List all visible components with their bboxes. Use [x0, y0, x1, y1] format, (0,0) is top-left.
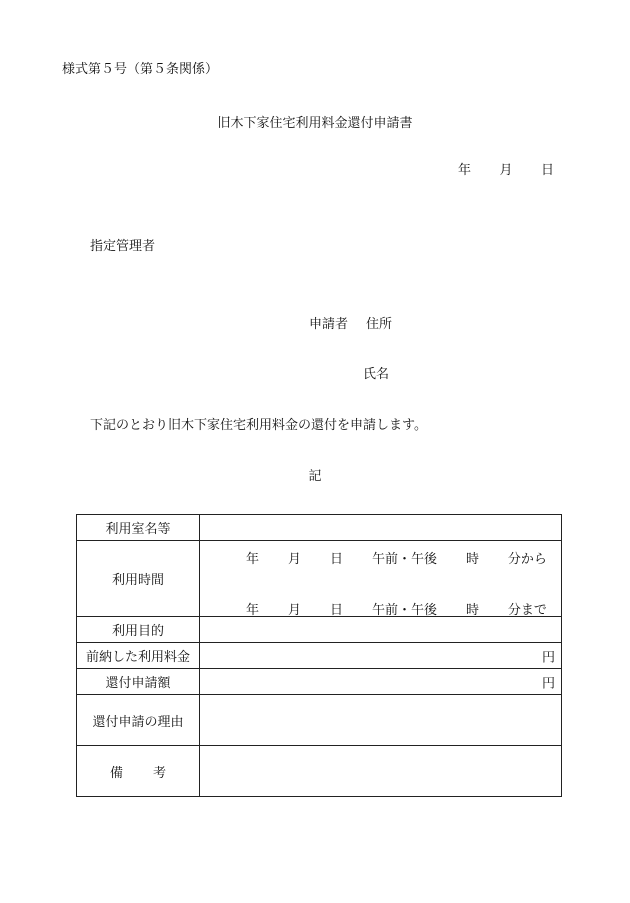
prepaid-label: 前納した利用料金 [77, 643, 200, 669]
refund-label: 還付申請額 [77, 669, 200, 695]
purpose-field[interactable] [200, 617, 562, 643]
remarks-field[interactable] [200, 746, 562, 797]
request-statement: 下記のとおり旧木下家住宅利用料金の還付を申請します。 [90, 418, 427, 433]
remarks-label [77, 746, 200, 797]
room-row [77, 515, 562, 541]
from-day: 日 [329, 552, 343, 567]
from-hour: 時 [465, 552, 479, 567]
remarks-label-part2: 考 [153, 765, 167, 781]
application-table [76, 514, 562, 797]
from-suffix: 分から [507, 552, 547, 567]
date-month: 月 [499, 163, 513, 178]
time-to-line [200, 599, 561, 618]
time-field[interactable] [200, 541, 562, 617]
from-year: 年 [246, 552, 260, 567]
recipient: 指定管理者 [90, 239, 156, 254]
date-year: 年 [458, 163, 472, 178]
prepaid-field[interactable] [200, 643, 562, 669]
document-title: 旧木下家住宅利用料金還付申請書 [217, 116, 413, 131]
time-row [77, 541, 562, 617]
time-from-line [200, 548, 561, 567]
reason-field[interactable] [200, 695, 562, 746]
purpose-label: 利用目的 [77, 617, 200, 643]
prepaid-yen: 円 [541, 650, 555, 665]
name-label: 氏名 [363, 367, 390, 382]
room-field[interactable] [200, 515, 562, 541]
refund-row [77, 669, 562, 695]
time-label: 利用時間 [77, 541, 200, 617]
to-month: 月 [287, 603, 301, 618]
to-suffix: 分まで [507, 603, 547, 618]
applicant-label: 申請者 [309, 317, 349, 332]
address-label: 住所 [366, 317, 393, 332]
reason-row [77, 695, 562, 746]
date-day: 日 [540, 163, 554, 178]
from-ampm: 午前・午後 [371, 552, 437, 567]
ki-heading: 記 [308, 469, 322, 484]
to-hour: 時 [465, 603, 479, 618]
refund-yen: 円 [541, 676, 555, 691]
to-year: 年 [246, 603, 260, 618]
room-label: 利用室名等 [77, 515, 200, 541]
remarks-row [77, 746, 562, 797]
remarks-label-part1: 備 [109, 765, 123, 781]
purpose-row [77, 617, 562, 643]
reason-label: 還付申請の理由 [77, 695, 200, 746]
form-number: 様式第５号（第５条関係） [62, 62, 219, 77]
refund-field[interactable] [200, 669, 562, 695]
to-day: 日 [329, 603, 343, 618]
prepaid-row [77, 643, 562, 669]
from-month: 月 [287, 552, 301, 567]
date-line [458, 164, 554, 177]
to-ampm: 午前・午後 [371, 603, 437, 618]
